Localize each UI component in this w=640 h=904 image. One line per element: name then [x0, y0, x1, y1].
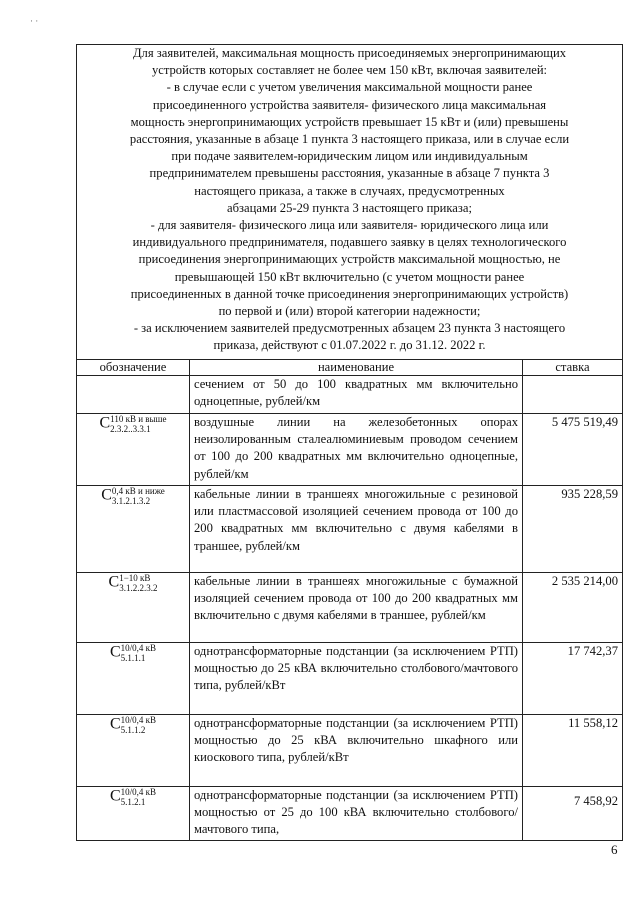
intro-line: расстояния, указанные в абзаце 1 пункта 3 настоящего приказа, или в случае если [129, 132, 570, 147]
intro-line: предпринимателем превышены расстояния, указанные в абзаце 7 пункта 3 [149, 166, 550, 181]
row-rate: 5 475 519,49 [523, 414, 623, 486]
table-row [77, 787, 623, 841]
tariff-table [76, 44, 623, 841]
table-row [77, 376, 623, 414]
symbol-voltage: 10/0,4 кВ [120, 787, 157, 797]
symbol-voltage: 110 кВ и выше [110, 414, 167, 424]
table-row [77, 414, 623, 486]
symbol-voltage: 10/0,4 кВ [120, 715, 157, 725]
row-rate: 935 228,59 [523, 486, 623, 573]
intro-line: - для заявителя- физического лица или заявителя- юридического лица или [150, 218, 549, 233]
intro-line: - за исключением заявителей предусмотренных абзацем 23 пункта 3 настоящего [133, 321, 566, 336]
intro-line: устройств которых составляет не более чем 150 кВт, включая заявителей: [151, 63, 548, 78]
intro-line: индивидуального предпринимателя, подавшего заявку в целях технологического [132, 235, 567, 250]
symbol-voltage: 0,4 кВ и ниже [111, 486, 165, 496]
symbol-index: 5.1.2.1 [120, 797, 146, 807]
rate-symbol: C0,4 кВ и ниже 3.1.2.1.3.2 [77, 486, 190, 573]
row-description: кабельные линии в траншеях многожильные с бумажной изоляцией сечением провода от 100 до 200 квадратных мм включительно с двумя кабелями в траншее, рублей/км [190, 573, 523, 643]
table-row [77, 486, 623, 573]
intro-line: приказа, действуют с 01.07.2022 г. до 31.12. 2022 г. [213, 338, 486, 353]
row-description: однотрансформаторные подстанции (за исключением РТП) мощностью до 25 кВА включительно столбового/мачтового типа, рублей/кВт [190, 643, 523, 715]
intro-line: мощность энергопринимающих устройств превышает 15 кВт и (или) превышены [130, 114, 569, 129]
symbol-index: 5.1.1.1 [120, 653, 146, 663]
rate-symbol: C10/0,4 кВ 5.1.1.1 [77, 643, 190, 715]
symbol-index: 3.1.2.2.3.2 [119, 583, 158, 593]
intro-line: при подаче заявителем-юридическим лицом или индивидуальным [171, 149, 528, 164]
row-description: воздушные линии на железобетонных опорах неизолированным сталеалюминиевым проводом сечением от 100 до 200 квадратных мм включительно одноцепные, рублей/км [190, 414, 523, 486]
intro-line: настоящего приказа, а также в случаях, предусмотренных [194, 183, 505, 198]
rate-symbol: C10/0,4 кВ 5.1.1.2 [77, 715, 190, 787]
row-rate [523, 376, 623, 414]
intro-line: по первой и (или) второй категории надежности; [218, 304, 481, 319]
intro-text [77, 45, 623, 360]
table-row [77, 643, 623, 715]
table-row [77, 573, 623, 643]
row-description: кабельные линии в траншеях многожильные с резиновой или пластмассовой изоляцией сечением провода от 100 до 200 квадратных мм включительно с двумя кабелями в траншее, рублей/км [190, 486, 523, 573]
intro-line: присоединения энергопринимающих устройств максимальной мощностью, не [138, 252, 561, 267]
symbol-index: 2.3.2..3.3.1 [110, 424, 151, 434]
row-rate: 17 742,37 [523, 643, 623, 715]
row-description: однотрансформаторные подстанции (за исключением РТП) мощностью до 25 кВА включительно шкафного или киоскового типа, рублей/кВт [190, 715, 523, 787]
intro-line: Для заявителей, максимальная мощность присоединяемых энергопринимающих [132, 46, 567, 60]
rate-symbol: C1−10 кВ 3.1.2.2.3.2 [77, 573, 190, 643]
rate-symbol: C10/0,4 кВ 5.1.2.1 [77, 787, 190, 841]
row-description: однотрансформаторные подстанции (за исключением РТП) мощностью от 25 до 100 кВА включительно столбового/мачтового типа, [190, 787, 523, 841]
row-rate: 7 458,92 [523, 787, 623, 841]
rate-symbol: C110 кВ и выше 2.3.2..3.3.1 [77, 414, 190, 486]
header-rate: ставка [523, 360, 623, 376]
document-page: · · Для заявителей, максимальная мощность присоединяемых энергопринимающих устройств которых составляет не более чем 150 кВт, включая заявителей: - в случае если с учетом увеличения максимальной мощности ранее присоединенного устройства заявителя- физического лица максимальная мощность энергопринимающих устройств превышает 15 кВт и (или) превышены расстояния, указанные в абзаце 1 пункта 3 настоящего приказа, или в случае если при подаче заявителем-юридическим лицом или индивидуальным предпринимателем превышены расстояния, указанные в абзаце 7 пункта 3 настоящего приказа, а также в случаях, предусмотренных абзацами 25-29 пункта 3 настоящего приказа; - для заявителя- физического лица или заявителя- юридического лица или индивидуального предпринимателя, подавшего заявку в целях технологического присоединения энергопринимающих устройств максимальной мощностью, не превышающей 150 кВт включительно (с учетом мощности ранее присоединенных в данной точке присоединения энергопринимающих устройств) по первой и (или) второй категории надежности; - за исключением заявителей предусмотренных абзацем 23 пункта 3 настоящего приказа, действуют с 01.07.2022 г. до 31.12. 2022 г. обозначение наименование ставка сечением от 50 до 100 квадратных мм включительно одноцепные, рублей/км C110 кВ и выше 2.3.2..3.3.1 воздушные линии на железобетонных опорах неизолированным сталеалюминиевым проводом сечением от 100 до 200 квадратных мм включительно одноцепные, рублей/км 5 475 519,49 C0,4 кВ и ниже 3.1.2.1.3.2 кабельные линии в траншеях многожильные с резиновой или пластмассовой изоляцией сечением провода от 100 до 200 квадратных мм включительно с двумя кабелями в траншее, рублей/км 935 228,59 C1−10 кВ 3.1.2.2.3.2 кабельные линии в траншеях многожильные с бумажной изоляцией сечением провода от 100 до 200 квадратных мм включительно с двумя кабелями в траншее, рублей/км 2 535 214,00 C10/0,4 кВ 5.1.1.1 однотрансформаторные подстанции (за исключением РТП) мощностью до 25 кВА включительно столбового/мачтового типа, рублей/кВт 17 742,37 C10/0,4 кВ 5.1.1.2 однотрансформаторные подстанции (за исключением РТП) мощностью до 25 кВА включительно шкафного или киоскового типа, рублей/кВт 11 558,12 C10/0,4 кВ 5.1.2.1 однотрансформаторные подстанции (за исключением РТП) мощностью от 25 до 100 кВА включительно столбового/мачтового типа, 7 458,92 6 [0, 0, 640, 904]
header-symbol: обозначение [77, 360, 190, 376]
symbol-index: 5.1.1.2 [120, 725, 146, 735]
header-row [77, 360, 623, 376]
intro-row [77, 45, 623, 360]
header-name: наименование [190, 360, 523, 376]
table-row [77, 715, 623, 787]
row-description: сечением от 50 до 100 квадратных мм включительно одноцепные, рублей/км [190, 376, 523, 414]
symbol-voltage: 10/0,4 кВ [120, 643, 157, 653]
intro-line: - в случае если с учетом увеличения максимальной мощности ранее [166, 80, 533, 95]
page-number: 6 [611, 842, 618, 857]
symbol-voltage: 1−10 кВ [119, 573, 151, 583]
intro-line: присоединенных в данной точке присоединения энергопринимающих устройств) [130, 286, 569, 301]
row-rate: 11 558,12 [523, 715, 623, 787]
intro-line: превышающей 150 кВт включительно (с учетом мощности ранее [174, 269, 525, 284]
symbol-index: 3.1.2.1.3.2 [111, 496, 151, 506]
rate-symbol [77, 376, 190, 414]
intro-line: присоединенного устройства заявителя- физического лица максимальная [152, 97, 547, 112]
intro-line: абзацами 25-29 пункта 3 настоящего приказа; [227, 200, 472, 215]
row-rate: 2 535 214,00 [523, 573, 623, 643]
